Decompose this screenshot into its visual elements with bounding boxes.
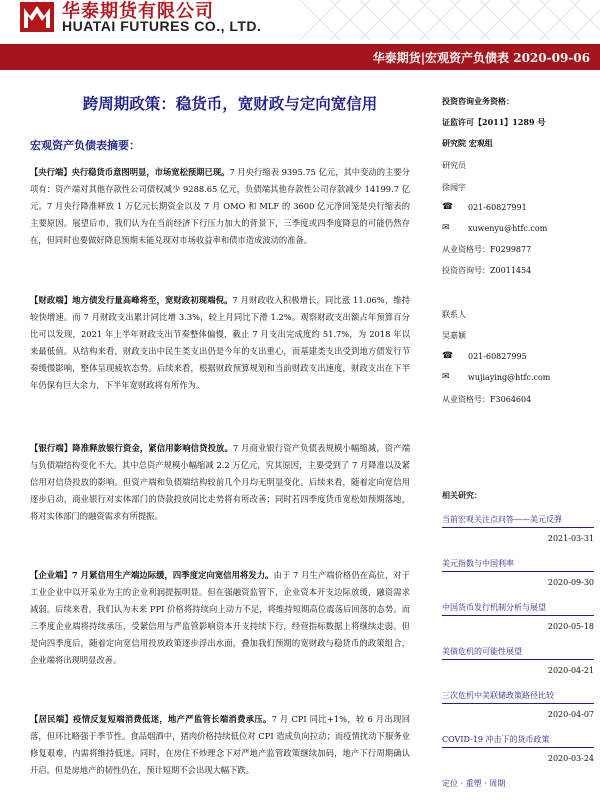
related-item-date: 2020-04-07 xyxy=(547,710,594,719)
related-item-date: 2020-05-18 xyxy=(547,622,594,631)
section-body: 由于 7 月生产端价格仍在高位，对于工业企业中以开采业为主的企业利润提振明显。但在强融资监管下，企业资本开支边际放缓，融资需求减弱。后续来看，我们认为未来 PPI 价格将持续向上动力不足，将维持短期高位震荡后回落的态势。而三季度企业端将持续承压，受紧信用与严监管影响资本开支持续下行，经营指标数据上将继续走弱。但是向四季度后，随着定向宽信用投放政策逐步浮出水面，叠加我们预期的宽财政与稳货币的政策组合，企业端将出现明显改善。 xyxy=(30,570,410,665)
contact-phone: 021-60827995 xyxy=(468,352,527,361)
section-bank xyxy=(30,440,410,525)
related-item-date: 2020-09-30 xyxy=(547,578,594,587)
report-tag-bar xyxy=(0,44,600,70)
header-decoration xyxy=(300,0,600,40)
related-item-rule xyxy=(442,703,594,704)
report-tag: 华泰期货|宏观资产负债表 2020-09-06 xyxy=(372,51,590,65)
researcher-label: 研究员 xyxy=(442,161,466,170)
researcher-email[interactable]: xuwenyu@htfc.com xyxy=(468,224,548,233)
department: 研究院 宏观组 xyxy=(442,138,493,148)
company-name-cn: 华泰期货有限公司 xyxy=(62,1,214,22)
related-item[interactable] xyxy=(442,646,594,682)
related-item-title[interactable]: COVID-19 冲击下的货币政策 xyxy=(442,735,550,744)
related-item-title[interactable]: 当前宏观关注点问答——美元反弹 xyxy=(442,515,562,524)
section-body: 7 月 CPI 同比+1%，较 6 月出现回落，但环比略强于季节性。食品烟酒中，猪肉价格持续低位对 CPI 造成负向拉动；而疫情扰动下服务业修复艰难，内需将维持低迷。同时，在房住不炒理念下对严地产监管政策继续加码，地产下行周期确认开启。但是房地产的韧性仍在，预计短期不会出现大幅下跌。 xyxy=(30,714,410,775)
report-header xyxy=(0,0,600,40)
section-fiscal xyxy=(30,292,410,394)
section-household xyxy=(30,711,410,779)
company-name-en: HUATAI FUTURES CO., LTD. xyxy=(62,18,262,34)
related-item[interactable] xyxy=(442,690,594,726)
section-lead: 【居民端】疫情反复短端消费低迷，地产严监管长端消费承压。 xyxy=(30,714,272,724)
section-lead: 【财政端】地方债发行量高峰将至，宽财政初现端倪。 xyxy=(30,295,233,305)
related-item-title[interactable]: 定位 · 重塑 · 周期 xyxy=(442,779,506,788)
related-item-rule xyxy=(442,615,594,616)
related-item[interactable] xyxy=(442,778,594,798)
section-central-bank xyxy=(30,164,410,249)
contact-name: 吴嘉颖 xyxy=(442,331,466,340)
license-number: 证监许可【2011】1289 号 xyxy=(442,117,546,127)
telephone-icon: ☎ xyxy=(442,202,454,212)
summary-heading: 宏观资产负债表摘要： xyxy=(30,139,140,152)
section-body: 7 月财政收入积极增长，同比涨 11.06%，维持较快增速。而 7 月财政支出累计同比增 3.3%，较上月同比下滑 1.2%。观察财政支出额占年预算百分比可以发现，2021 年上半年财政支出节奏整体偏慢，截止 7 月支出完成度约 51.7%，为 2018 年以来最低值。从结构来看，财政支出中民生类支出仍是今年的支出重心，而基建类支出受到地方债发行节奏缓慢影响，整体呈现疲软态势。后续来看，根据财政预算规划和当前财政支出速度，财政支出在下半年仍保有巨大余力，下半年宽财政将有所作为。 xyxy=(30,295,410,390)
researcher-cert: 从业资格号：F0299877 xyxy=(442,245,532,254)
contact-email[interactable]: wujiaying@htfc.com xyxy=(468,373,551,382)
related-item-date: 2020-04-21 xyxy=(547,666,594,675)
advisory-label: 投资咨询业务资格： xyxy=(442,96,514,106)
researcher-phone: 021-60827991 xyxy=(468,203,527,212)
related-item-date: 2020-03-24 xyxy=(547,754,594,763)
contact-cert: 从业资格号：F3064604 xyxy=(442,395,532,404)
related-item-title[interactable]: 美元指数与中国利率 xyxy=(442,559,514,568)
section-lead: 【央行端】央行稳货币意图明显，市场宽松预期已现。 xyxy=(30,167,230,177)
related-item-rule xyxy=(442,527,594,528)
section-lead: 【银行端】降准释放银行资金，紧信用影响信贷投放。 xyxy=(30,443,233,453)
related-item-title[interactable]: 中国货币发行机制分析与展望 xyxy=(442,603,546,612)
related-item[interactable] xyxy=(442,514,594,550)
telephone-icon: ☎ xyxy=(442,351,454,361)
section-enterprise xyxy=(30,567,410,669)
researcher-name: 徐闻宇 xyxy=(442,183,466,192)
related-item-rule xyxy=(442,747,594,748)
related-item-rule xyxy=(442,571,594,572)
related-item[interactable] xyxy=(442,602,594,638)
related-item-title[interactable]: 三次危机中美联储政策路径比较 xyxy=(442,691,554,700)
related-item-date: 2021-03-31 xyxy=(547,534,594,543)
section-lead: 【企业端】7 月紧信用生产端边际缓，四季度定向宽信用将发力。 xyxy=(30,570,274,580)
related-research-label: 相关研究： xyxy=(442,490,482,500)
envelope-icon: ✉ xyxy=(442,223,450,233)
envelope-icon: ✉ xyxy=(442,372,450,382)
contact-label: 联系人 xyxy=(442,310,466,319)
related-item-title[interactable]: 美债危机的可能性展望 xyxy=(442,647,522,656)
section-body: 7 月商业银行资产负债表规模小幅缩减，资产端与负债端结构变化不大。其中总资产规模小幅缩减 2.2 万亿元，究其原因，主要受到了 7 月降准以及紧信用对信贷投放的影响。但资产端和负债端结构较前几个月均无明显变化。后续来看，随着定向宽信用逐步启动，商业银行对实体部门的贷款投放同比走势将有所改善；同时若四季度货币宽松如预期落地，将对实体部门的融资需求有所提振。 xyxy=(30,443,410,521)
section-body: 7 月央行缩表 9395.75 亿元，其中变动的主要分项有：资产端对其他存款性公司债权减少 9288.65 亿元，负债端其他存款性公司存款减少 14199.7 亿元。7 月央行降准释放 1 万亿元长期资金以及 7 月 OMO 和 MLF 的 3600 亿元净回笼是央行缩表的主要原因。展望后市，我们认为在当前经济下行压力加大的背景下，三季度或四季度降息的可能仍然存在，但同时也要做好降息预期未能兑现对市场收益率和债市造成波动的准备。 xyxy=(30,167,410,245)
related-item[interactable] xyxy=(442,734,594,770)
report-title: 跨周期政策：稳货币，宽财政与定向宽信用 xyxy=(82,94,378,113)
related-item[interactable] xyxy=(442,558,594,594)
huatai-logo-icon xyxy=(20,2,54,32)
related-item-rule xyxy=(442,659,594,660)
researcher-invest: 投资咨询号：Z0011454 xyxy=(442,266,532,275)
